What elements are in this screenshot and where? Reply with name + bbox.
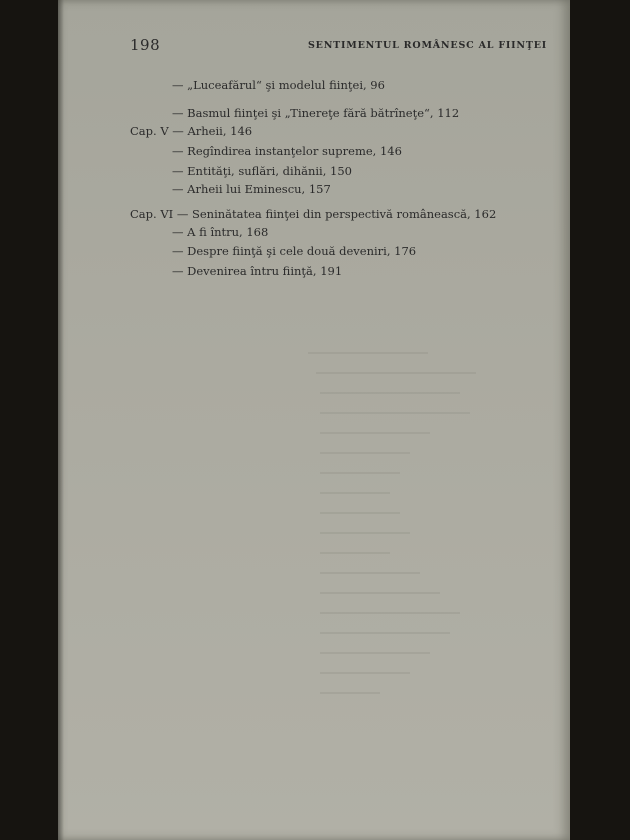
toc-entry-text: — Regîndirea instanţelor supreme, 146: [172, 144, 402, 158]
toc-entry-text: — Arheii, 146: [172, 124, 253, 138]
chapter-label: Cap. V: [130, 124, 169, 138]
toc-entry: [172, 223, 268, 241]
running-title: SENTIMENTUL ROMÂNESC AL FIINŢEI: [308, 40, 548, 51]
toc-entry: [172, 242, 416, 260]
toc-entry-text: — Devenirea întru fiinţă, 191: [172, 264, 343, 278]
toc-entry-text: — Basmul fiinţei şi „Tinereţe fără bătrîneţe“, 112: [172, 106, 460, 120]
toc-entry: [172, 76, 385, 94]
toc-chapter: [130, 122, 252, 140]
toc-chapter: [130, 205, 496, 223]
toc-entry-text: — „Luceafărul“ şi modelul fiinţei, 96: [172, 78, 385, 92]
toc-entry: [172, 142, 402, 160]
toc-entry-text: — Arheii lui Eminescu, 157: [172, 182, 331, 196]
chapter-label: Cap. VI: [130, 207, 174, 221]
toc-entry: [172, 162, 352, 180]
toc-entry-text: — Entităţi, suflări, dihănii, 150: [172, 164, 352, 178]
spine-shadow: [58, 0, 64, 840]
book-page: [58, 0, 570, 840]
toc-entry-text: — A fi întru, 168: [172, 225, 269, 239]
toc-entry: [172, 180, 331, 198]
toc-entry: [172, 104, 459, 122]
page-number: 198: [130, 36, 161, 54]
page-header: [130, 36, 570, 58]
toc-entry-text: — Despre fiinţă şi cele două deveniri, 176: [172, 244, 417, 258]
toc-entry: [172, 262, 342, 280]
toc-entry-text: — Seninătatea fiinţei din perspectivă românească, 162: [176, 207, 497, 221]
